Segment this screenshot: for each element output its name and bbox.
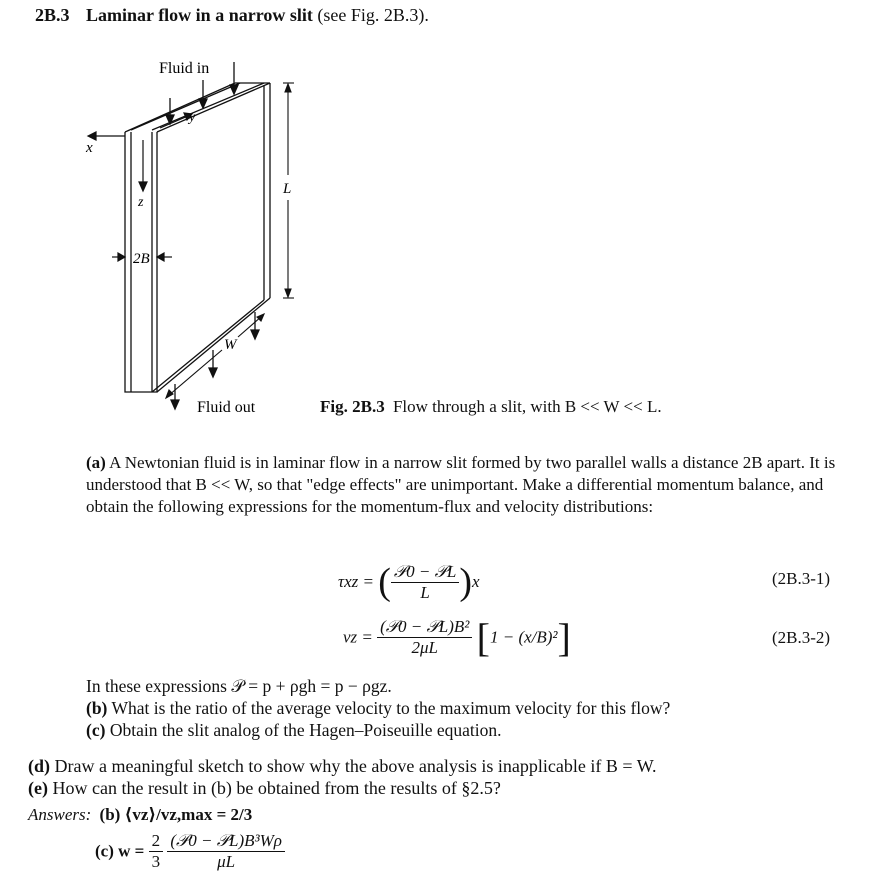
slit-figure [0, 0, 892, 430]
eq2-fraction [377, 617, 472, 658]
eq2-bracket: 1 − (x/B)² [489, 627, 558, 647]
problem-title: Laminar flow in a narrow slit [86, 5, 313, 25]
x-label: x [86, 140, 93, 156]
answer-c [95, 831, 285, 872]
answer-c-numerator: (𝒫0 − 𝒫L)B³Wρ [167, 831, 285, 852]
answer-c-coeff-num: 2 [149, 831, 164, 852]
expressions-note: In these expressions 𝒫 = p + ρgh = p − ρgz. [86, 676, 392, 696]
equation-1: τxz = ( $\frac{\text{𝒫0 − 𝒫L}}{L}$ )x [338, 561, 480, 603]
w-label: W [224, 337, 237, 353]
top-left-edge [125, 83, 235, 132]
part-b-label: (b) [86, 698, 108, 718]
top-inner-edge-1 [131, 83, 240, 130]
part-b [86, 698, 670, 719]
answer-c-fraction [167, 831, 285, 872]
eq1-fraction [391, 562, 459, 603]
part-a-text: A Newtonian fluid is in laminar flow in a narrow slit formed by two parallel walls a distance 2B apart. It is understood that B << W, so that "edge effects" are unimportant. Make a differential momentum balance, and obtain the following expressions for the momentum-flux and velocity distributions: [86, 453, 836, 516]
part-d [28, 756, 657, 777]
part-c-text: Obtain the slit analog of the Hagen–Poiseuille equation. [109, 720, 502, 740]
l-label: L [283, 181, 292, 197]
w-dimension [166, 314, 264, 398]
answer-b: (b) ⟨vz⟩/vz,max = 2/3 [99, 805, 253, 824]
part-e-text: How can the result in (b) be obtained from the results of §2.5? [52, 778, 501, 798]
eq2-numerator: (𝒫0 − 𝒫L)B² [377, 617, 472, 638]
eq2-denominator: 2μL [411, 638, 439, 657]
part-a-label: (a) [86, 453, 106, 472]
eq1-denominator: L [420, 582, 430, 602]
slit-walls [125, 83, 270, 392]
z-label: z [138, 195, 144, 210]
answer-c-coeff [149, 831, 164, 872]
problem-number: 2B.3 [35, 5, 70, 25]
equation-2: vz = $\frac{\text{(𝒫0 − 𝒫L)B²}}{2\mu L}$ [1 − (x/B)²] [343, 615, 571, 660]
answer-c-label: (c) w = [95, 841, 145, 861]
fluid-out-arrows [171, 312, 259, 409]
part-e-label: (e) [28, 778, 48, 798]
part-a [86, 452, 846, 518]
top-inner-edge-2 [152, 83, 264, 130]
caption-label: Fig. 2B.3 [320, 397, 385, 416]
eq1-tail: x [471, 572, 480, 591]
fluid-in-label: Fluid in [159, 60, 210, 77]
eq1-number: (2B.3-1) [772, 569, 831, 588]
two-b-label: 2B [133, 251, 150, 267]
answers [28, 805, 252, 825]
eq2-lhs: vz = [343, 627, 373, 647]
caption-text: Flow through a slit, with B << W << L. [392, 397, 662, 416]
eq1-lhs: τxz = [338, 572, 374, 591]
part-d-label: (d) [28, 756, 50, 776]
answers-label: Answers: [28, 805, 92, 824]
z-axis-arrow [139, 140, 147, 191]
bottom-inner-edge [152, 300, 264, 392]
bottom-right-edge [157, 298, 270, 392]
answer-c-denominator: μL [217, 852, 236, 871]
figure-caption [320, 397, 662, 417]
part-c [86, 720, 502, 741]
part-c-label: (c) [86, 720, 106, 740]
part-b-text: What is the ratio of the average velocity to the maximum velocity for this flow? [111, 698, 671, 718]
x-axis-arrow [88, 132, 125, 140]
fluid-out-label: Fluid out [197, 399, 256, 416]
eq2-number: (2B.3-2) [772, 628, 831, 647]
figure-reference: (see Fig. 2B.3). [317, 5, 429, 25]
top-right-edge [157, 83, 270, 132]
y-label: y [189, 110, 196, 125]
eq1-numerator: 𝒫0 − 𝒫L [391, 562, 459, 583]
part-d-text: Draw a meaningful sketch to show why the above analysis is inapplicable if B = W. [54, 756, 657, 776]
part-e [28, 778, 501, 799]
answer-c-coeff-den: 3 [151, 852, 161, 871]
